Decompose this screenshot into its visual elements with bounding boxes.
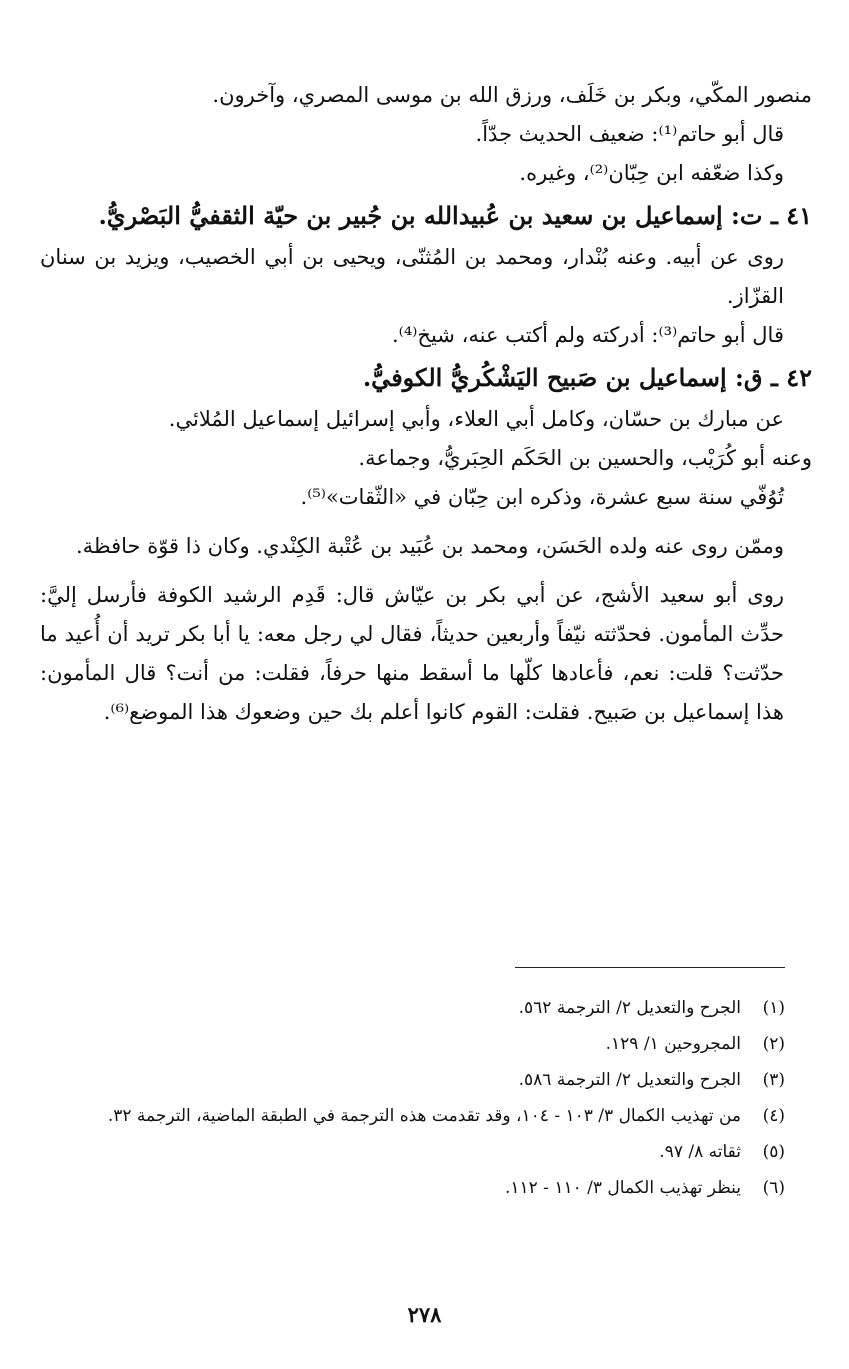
footnote-text: ينظر تهذيب الكمال ٣/ ١١٠ - ١١٢.	[504, 1178, 741, 1198]
footnote-separator	[515, 967, 785, 968]
entry-paragraph: عن مبارك بن حسّان، وكامل أبي العلاء، وأبي إسرائيل إسماعيل المُلائي.	[168, 407, 784, 431]
footnotes	[40, 994, 785, 1210]
entry-paragraph: وعنه أبو كُرَيْب، والحسين بن الحَكَم الحِبَريُّ، وجماعة.	[358, 446, 812, 470]
footnote	[40, 994, 785, 1022]
text-line: قال أبو حاتم⁽¹⁾: ضعيف الحديث جدّاً.	[475, 122, 784, 146]
entry-paragraph: روى عن أبيه. وعنه بُنْدار، ومحمد بن المُثنّى، ويحيى بن أبي الخصيب، ويزيد بن سنان القزّاز.	[40, 245, 784, 308]
footnote-text: ثقاته ٨/ ٩٧.	[659, 1142, 741, 1162]
page-number: ٢٧٨	[407, 1302, 442, 1327]
footnote	[40, 1138, 785, 1166]
footnote-text: من تهذيب الكمال ٣/ ١٠٣ - ١٠٤، وقد تقدمت هذه الترجمة في الطبقة الماضية، الترجمة ٣٢.	[107, 1106, 741, 1126]
footnote-text: الجرح والتعديل ٢/ الترجمة ٥٦٢.	[518, 998, 741, 1018]
text-line: وكذا ضعّفه ابن حِبّان⁽²⁾، وغيره.	[519, 161, 784, 185]
entry-heading: ٤٢ ـ ق: إسماعيل بن صَبيح اليَشْكُريُّ الكوفيُّ.	[362, 363, 812, 392]
text-line: منصور المكّي، وبكر بن خَلَف، ورزق الله بن موسى المصري، وآخرون.	[212, 83, 812, 107]
footnote-text: الجرح والتعديل ٢/ الترجمة ٥٨٦.	[518, 1070, 741, 1090]
footnote-number: (٤)	[762, 1106, 785, 1126]
footnote-number: (١)	[762, 998, 785, 1018]
entry-paragraph: وممّن روى عنه ولده الحَسَن، ومحمد بن عُبَيد بن عُتْبة الكِنْدي. وكان ذا قوّة حافظة.	[75, 534, 784, 558]
footnote	[40, 1066, 785, 1094]
footnote	[40, 1030, 785, 1058]
footnote	[40, 1102, 785, 1130]
entry-paragraph: تُوُفّي سنة سبع عشرة، وذكره ابن حِبّان في «الثّقات»⁽⁵⁾.	[300, 485, 784, 509]
footnote-number: (٣)	[762, 1070, 785, 1090]
footnote	[40, 1174, 785, 1202]
entry-heading: ٤١ ـ ت: إسماعيل بن سعيد بن عُبيدالله بن جُبير بن حيّة الثقفيُّ البَصْريُّ.	[98, 201, 812, 230]
entry-paragraph: قال أبو حاتم⁽³⁾: أدركته ولم أكتب عنه، شيخ⁽⁴⁾.	[391, 323, 784, 347]
footnote-text: المجروحين ١/ ١٢٩.	[605, 1034, 741, 1054]
footnote-number: (٢)	[762, 1034, 785, 1054]
footnote-number: (٦)	[762, 1178, 785, 1198]
footnote-number: (٥)	[762, 1142, 785, 1162]
entry-paragraph: روى أبو سعيد الأشج، عن أبي بكر بن عيّاش قال: قَدِم الرشيد الكوفة فأرسل إليَّ: حدِّث المأمون. فحدّثته نيّفاً وأربعين حديثاً، فقال لي رجل معه: يا أبا بكر تريد أن أُعيد ما حدّثت؟ قلت: نعم، فأعادها كلّها ما أسقط منها حرفاً، فقلت: من أنت؟ قال المأمون: هذا إسماعيل بن صَبيح. فقلت: القوم كانوا أعلم بك حين وضعوك هذا الموضع⁽⁶⁾.	[40, 583, 784, 724]
main-text	[40, 76, 812, 732]
